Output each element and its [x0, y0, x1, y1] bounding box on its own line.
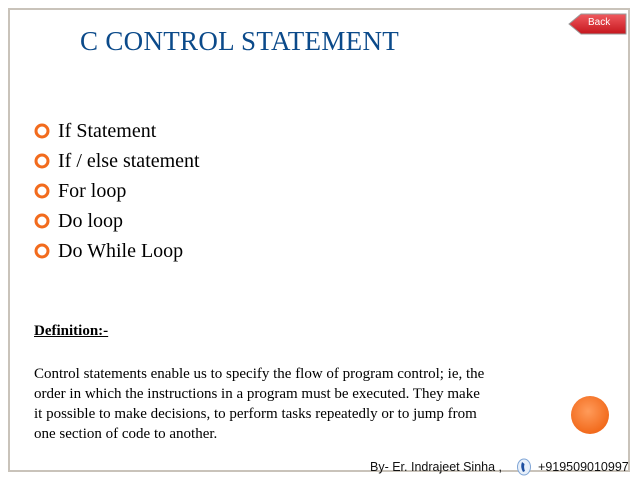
definition-line: Control statements enable us to specify the flow of program control; ie, the: [34, 366, 485, 382]
footer-phone: +919509010997: [538, 460, 629, 474]
bullet-text: If / else statement: [58, 149, 200, 172]
bullet-text: For loop: [58, 179, 127, 202]
frame-border-top: [8, 8, 630, 10]
definition-line: one section of code to another.: [34, 426, 218, 442]
back-button[interactable]: [568, 13, 628, 35]
definition-paragraph: [34, 364, 594, 444]
bullet-item: [34, 146, 200, 176]
bullet-item: [34, 176, 200, 206]
bullet-text: Do While Loop: [58, 239, 184, 262]
slide-title: C CONTROL STATEMENT: [80, 26, 400, 56]
bullet-list: [34, 116, 200, 266]
ring-bullet-icon: [34, 123, 50, 139]
definition-line: it possible to make decisions, to perform tasks repeatedly or to jump from: [34, 406, 477, 422]
bullet-text: If Statement: [58, 119, 157, 142]
bullet-item: [34, 116, 200, 146]
ring-bullet-icon: [34, 183, 50, 199]
decorative-orange-circle: [571, 396, 609, 434]
definition-heading: Definition:-: [34, 323, 109, 339]
ring-bullet-icon: [34, 213, 50, 229]
frame-border-left: [8, 8, 10, 470]
bullet-text: Do loop: [58, 209, 123, 232]
ring-bullet-icon: [34, 153, 50, 169]
bullet-item: [34, 206, 200, 236]
footer: [370, 458, 629, 476]
ring-bullet-icon: [34, 243, 50, 259]
frame-border-right: [628, 8, 630, 470]
bullet-item: [34, 236, 200, 266]
phone-icon: [516, 458, 532, 476]
back-button-label: Back: [588, 17, 611, 28]
definition-line: order in which the instructions in a program must be executed. They make: [34, 386, 480, 402]
footer-author: By- Er. Indrajeet Sinha ,: [370, 460, 503, 474]
